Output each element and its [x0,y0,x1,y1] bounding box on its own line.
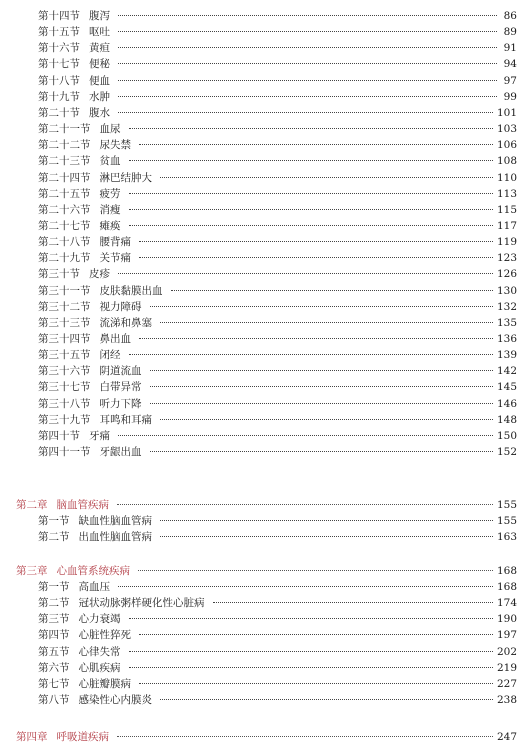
entry-number: 第一节 [38,581,70,593]
dot-leader [139,634,493,635]
entry-number: 第三节 [38,613,70,625]
toc-section-entry[interactable] [38,218,517,234]
toc-section-entry[interactable] [38,644,517,660]
entry-page-number: 86 [503,10,517,22]
entry-page-number: 117 [496,220,517,232]
toc-section-entry[interactable] [38,73,517,89]
toc-section-entry[interactable] [38,8,517,24]
dot-leader [118,96,497,97]
toc-section-entry[interactable] [38,428,517,444]
toc-section-entry[interactable] [38,444,517,460]
toc-section-entry[interactable] [38,299,517,315]
dot-leader [139,338,493,339]
entry-page-number: 227 [496,678,517,690]
entry-number: 第三十九节 [38,414,91,426]
entry-number: 第二节 [38,531,70,543]
entry-number: 第三十一节 [38,285,91,297]
dot-leader [160,520,493,521]
dot-leader [129,209,493,210]
entry-number: 第三十节 [38,268,80,280]
entry-number: 第三十五节 [38,349,91,361]
entry-title: 心血管系统疾病 [56,565,130,577]
entry-number: 第二章 [16,499,48,511]
entry-title: 水肿 [89,91,110,103]
entry-number: 第十五节 [38,26,80,38]
dot-leader [160,419,493,420]
entry-page-number: 132 [496,301,517,313]
dot-leader [138,570,493,571]
dot-leader [118,80,497,81]
toc-section-entry[interactable] [38,266,517,282]
entry-title: 缺血性脑血管病 [78,515,152,527]
entry-number: 第四节 [38,629,70,641]
dot-leader [129,160,493,161]
entry-number: 第三十六节 [38,365,91,377]
toc-section-entry[interactable] [38,579,517,595]
dot-leader [139,257,493,258]
toc-section-entry[interactable] [38,121,517,137]
dot-leader [118,435,493,436]
entry-page-number: 142 [496,365,517,377]
entry-page-number: 103 [496,123,517,135]
entry-number: 第十六节 [38,42,80,54]
entry-page-number: 146 [496,398,517,410]
entry-page-number: 155 [496,499,517,511]
entry-title: 牙痛 [89,430,110,442]
dot-leader [150,386,493,387]
entry-number: 第三十二节 [38,301,91,313]
entry-number: 第二节 [38,597,70,609]
entry-page-number: 136 [496,333,517,345]
entry-number: 第二十九节 [38,252,91,264]
entry-page-number: 190 [496,613,517,625]
entry-title: 心力衰竭 [78,613,121,625]
toc-section-entry[interactable] [38,676,517,692]
entry-page-number: 89 [503,26,517,38]
dot-leader [139,241,493,242]
entry-page-number: 94 [503,58,517,70]
entry-title: 尿失禁 [99,139,131,151]
entry-title: 脑血管疾病 [56,499,109,511]
dot-leader [118,15,497,16]
entry-number: 第二十八节 [38,236,91,248]
entry-title: 贫血 [99,155,121,167]
entry-title: 牙龈出血 [99,446,142,458]
dot-leader [117,736,493,737]
entry-page-number: 115 [496,204,517,216]
entry-title: 呼吸道疾病 [56,731,109,743]
toc-section-entry[interactable] [38,170,517,186]
entry-number: 第三十七节 [38,381,91,393]
entry-page-number: 139 [496,349,517,361]
entry-title: 腰背痛 [99,236,131,248]
entry-number: 第十九节 [38,91,80,103]
toc-section-entry[interactable] [38,24,517,40]
toc-section-entry[interactable] [38,331,517,347]
dot-leader [139,144,493,145]
entry-number: 第四章 [16,731,48,743]
entry-title: 高血压 [78,581,110,593]
dot-leader [129,128,493,129]
toc-section-entry[interactable] [38,105,517,121]
toc-section-entry[interactable] [38,250,517,266]
toc-chapter-entry[interactable] [16,729,517,745]
entry-title: 流涕和鼻塞 [99,317,152,329]
entry-number: 第三章 [16,565,48,577]
entry-number: 第十八节 [38,75,80,87]
entry-page-number: 97 [503,75,517,87]
dot-leader [139,683,493,684]
entry-title: 心脏瓣膜病 [78,678,131,690]
entry-page-number: 106 [496,139,517,151]
dot-leader [129,618,493,619]
dot-leader [117,504,493,505]
entry-page-number: 110 [496,172,517,184]
entry-title: 腹水 [89,107,110,119]
toc-section-entry[interactable] [38,347,517,363]
dot-leader [160,322,493,323]
dot-leader [129,651,493,652]
entry-number: 第二十四节 [38,172,91,184]
dot-leader [129,354,493,355]
entry-number: 第一节 [38,515,70,527]
entry-page-number: 108 [496,155,517,167]
toc-section-entry[interactable] [38,137,517,153]
dot-leader [118,31,497,32]
dot-leader [150,370,493,371]
entry-page-number: 197 [496,629,517,641]
entry-page-number: 119 [496,236,517,248]
entry-number: 第二十六节 [38,204,91,216]
entry-page-number: 123 [496,252,517,264]
toc-section-entry[interactable] [38,412,517,428]
entry-number: 第二十一节 [38,123,91,135]
entry-page-number: 163 [496,531,517,543]
toc-section-entry[interactable] [38,595,517,611]
entry-title: 心律失常 [78,646,121,658]
entry-title: 皮肤黏膜出血 [99,285,163,297]
entry-number: 第六节 [38,662,70,674]
entry-title: 血尿 [99,123,121,135]
toc-section-entry[interactable] [38,40,517,56]
toc-section-entry[interactable] [38,363,517,379]
toc-section-entry[interactable] [38,315,517,331]
entry-title: 便血 [89,75,110,87]
entry-page-number: 174 [496,597,517,609]
dot-leader [118,273,493,274]
dot-leader [150,306,493,307]
entry-title: 皮疹 [89,268,110,280]
entry-number: 第十七节 [38,58,80,70]
toc-chapter-entry[interactable] [16,563,517,579]
entry-title: 心肌疾病 [78,662,121,674]
entry-number: 第二十二节 [38,139,91,151]
toc-section-entry[interactable] [38,89,517,105]
dot-leader [118,586,493,587]
dot-leader [118,63,497,64]
dot-leader [213,602,493,603]
entry-number: 第二十五节 [38,188,91,200]
toc-chapter-entry[interactable] [16,497,517,513]
dot-leader [160,536,493,537]
entry-title: 便秘 [89,58,110,70]
entry-number: 第三十四节 [38,333,91,345]
toc-section-entry[interactable] [38,660,517,676]
toc-section-entry[interactable] [38,186,517,202]
entry-title: 疲劳 [99,188,121,200]
entry-title: 黄疸 [89,42,110,54]
dot-leader [129,193,493,194]
toc-section-entry[interactable] [38,611,517,627]
entry-number: 第五节 [38,646,70,658]
toc-section-entry[interactable] [38,153,517,169]
entry-number: 第二十三节 [38,155,91,167]
entry-title: 瘫痪 [99,220,121,232]
toc-section-entry[interactable] [38,692,517,708]
toc-section-entry[interactable] [38,529,517,545]
dot-leader [129,667,493,668]
entry-title: 闭经 [99,349,121,361]
entry-title: 视力障碍 [99,301,142,313]
entry-page-number: 168 [496,565,517,577]
toc-section-entry[interactable] [38,56,517,72]
dot-leader [129,225,493,226]
toc-section-entry[interactable] [38,202,517,218]
entry-page-number: 113 [496,188,517,200]
dot-leader [160,177,493,178]
entry-number: 第三十八节 [38,398,91,410]
entry-page-number: 152 [496,446,517,458]
entry-page-number: 150 [496,430,517,442]
dot-leader [160,699,493,700]
entry-number: 第三十三节 [38,317,91,329]
entry-number: 第二十节 [38,107,80,119]
entry-title: 心脏性猝死 [78,629,131,641]
entry-page-number: 247 [496,731,517,743]
entry-number: 第二十七节 [38,220,91,232]
entry-number: 第四十节 [38,430,80,442]
entry-page-number: 99 [503,91,517,103]
entry-title: 关节痛 [99,252,131,264]
toc-section-entry[interactable] [38,283,517,299]
entry-title: 白带异常 [99,381,142,393]
entry-page-number: 135 [496,317,517,329]
toc-section-entry[interactable] [38,396,517,412]
entry-title: 听力下降 [99,398,142,410]
entry-page-number: 148 [496,414,517,426]
entry-number: 第七节 [38,678,70,690]
entry-title: 耳鸣和耳痛 [99,414,152,426]
toc-section-entry[interactable] [38,627,517,643]
entry-page-number: 155 [496,515,517,527]
toc-section-entry[interactable] [38,379,517,395]
entry-title: 消瘦 [99,204,121,216]
entry-number: 第八节 [38,694,70,706]
entry-page-number: 101 [496,107,517,119]
entry-page-number: 202 [496,646,517,658]
entry-page-number: 130 [496,285,517,297]
entry-page-number: 126 [496,268,517,280]
entry-title: 出血性脑血管病 [78,531,152,543]
entry-page-number: 145 [496,381,517,393]
entry-page-number: 168 [496,581,517,593]
dot-leader [150,451,493,452]
entry-page-number: 91 [503,42,517,54]
entry-title: 腹泻 [89,10,110,22]
entry-title: 阴道流血 [99,365,142,377]
dot-leader [118,112,493,113]
toc-section-entry[interactable] [38,234,517,250]
entry-page-number: 219 [496,662,517,674]
entry-title: 感染性心内膜炎 [78,694,152,706]
entry-number: 第十四节 [38,10,80,22]
entry-title: 鼻出血 [99,333,131,345]
dot-leader [150,403,493,404]
toc-section-entry[interactable] [38,513,517,529]
dot-leader [171,290,493,291]
entry-title: 淋巴结肿大 [99,172,152,184]
dot-leader [118,47,497,48]
entry-title: 冠状动脉粥样硬化性心脏病 [78,597,205,609]
entry-page-number: 238 [496,694,517,706]
entry-number: 第四十一节 [38,446,91,458]
entry-title: 呕吐 [89,26,110,38]
